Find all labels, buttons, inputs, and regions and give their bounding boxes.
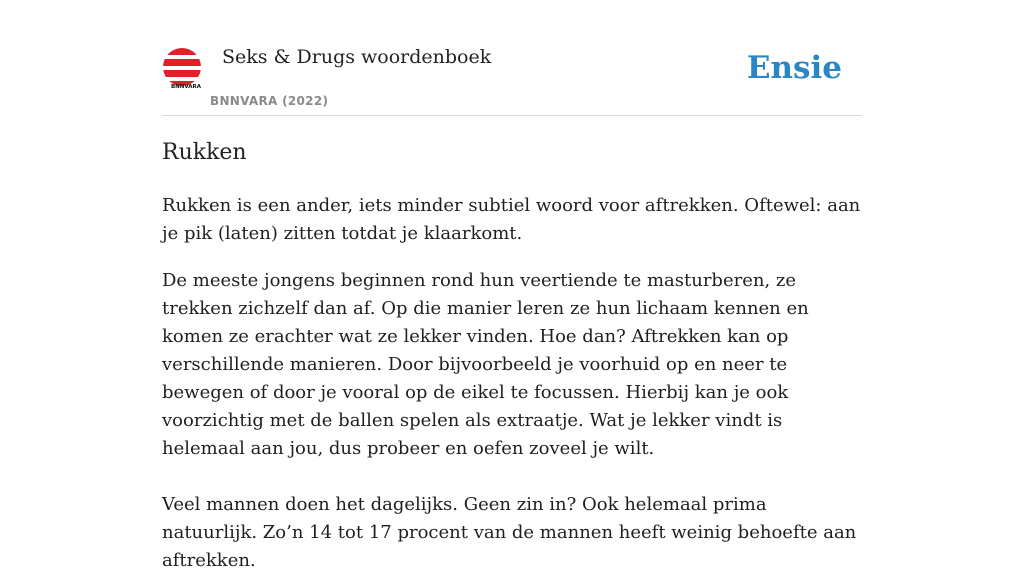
entry-definition [162, 192, 862, 575]
ensie-logo-link[interactable]: Ensie [746, 50, 842, 86]
definition-paragraph: Veel mannen doen het dagelijks. Geen zin in? Ook helemaal prima natuurlijk. Zo’n 14 tot 17 procent van de mannen heeft weinig behoefte aan aftrekken. [162, 494, 857, 571]
svg-text:BNNVARA: BNNVARA [170, 84, 202, 89]
definition-paragraph: Rukken is een ander, iets minder subtiel woord voor aftrekken. Oftewel: aan je pik (laten) zitten totdat je klaarkomt. [162, 195, 861, 244]
site-header [162, 40, 862, 116]
definition-paragraph: De meeste jongens beginnen rond hun veertiende te masturberen, ze trekken zichzelf dan af. Op die manier leren ze hun lichaam kennen en komen ze erachter wat ze lekker vinden. Hoe dan? Aftrekken kan op verschillende manieren. Door bijvoorbeeld je voorhuid op en neer te bewegen of door je vooral op de eikel te focussen. Hierbij kan je ook voorzichtig met de ballen spelen als extraatje. Wat je lekker vindt is helemaal aan jou, dus probeer en oefen zoveel je wilt. [162, 270, 809, 459]
entry-term: Rukken [162, 140, 247, 165]
dictionary-title[interactable]: Seks & Drugs woordenboek [222, 46, 492, 68]
bnnvara-logo[interactable] [162, 47, 202, 89]
publisher-label: BNNVARA (2022) [210, 94, 329, 108]
